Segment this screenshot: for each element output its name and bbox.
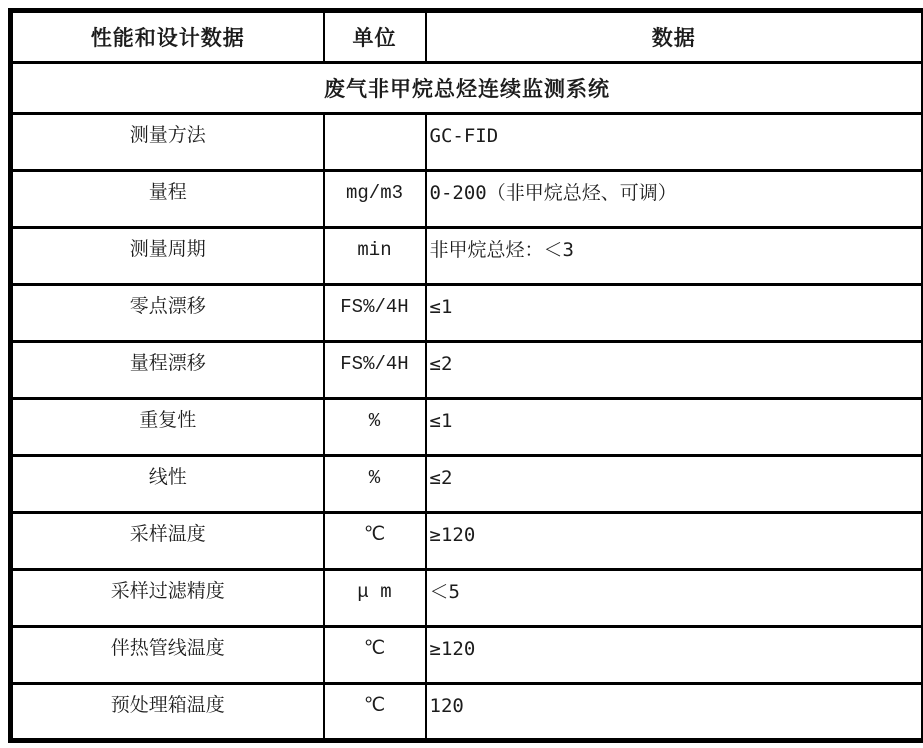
value-cell: ≥120 [426,513,923,570]
param-name-cell: 线性 [11,456,324,513]
value-cell: 120 [426,684,923,741]
table-row [11,285,923,342]
table-row [11,513,923,570]
value-cell: ＜5 [426,570,923,627]
value-cell: ≤2 [426,342,923,399]
header-cell-unit: 单位 [324,11,426,63]
param-name-cell: 测量周期 [11,228,324,285]
unit-cell: % [324,399,426,456]
header-cell-data: 数据 [426,11,923,63]
table-row [11,627,923,684]
table-row [11,228,923,285]
table-row [11,114,923,171]
unit-cell: ℃ [324,513,426,570]
unit-cell: FS%/4H [324,342,426,399]
param-name-cell: 量程 [11,171,324,228]
table-row [11,684,923,741]
unit-cell: min [324,228,426,285]
param-name-cell: 零点漂移 [11,285,324,342]
unit-cell: mg/m3 [324,171,426,228]
spec-table [8,8,923,743]
value-cell: ≤1 [426,285,923,342]
param-name-cell: 量程漂移 [11,342,324,399]
unit-cell: FS%/4H [324,285,426,342]
param-name-cell: 采样过滤精度 [11,570,324,627]
table-row [11,171,923,228]
unit-cell: μ m [324,570,426,627]
param-name-cell: 伴热管线温度 [11,627,324,684]
table-row [11,456,923,513]
unit-cell: ℃ [324,627,426,684]
section-title: 废气非甲烷总烃连续监测系统 [11,63,923,114]
table-row [11,570,923,627]
value-cell: 0-200（非甲烷总烃、可调） [426,171,923,228]
unit-cell: ℃ [324,684,426,741]
value-cell: ≤2 [426,456,923,513]
value-cell: ≥120 [426,627,923,684]
value-cell: 非甲烷总烃：＜3 [426,228,923,285]
param-name-cell: 采样温度 [11,513,324,570]
section-title-row [11,63,923,114]
param-name-cell: 预处理箱温度 [11,684,324,741]
table-row [11,399,923,456]
param-name-cell: 重复性 [11,399,324,456]
value-cell: ≤1 [426,399,923,456]
header-cell-parameter: 性能和设计数据 [11,11,324,63]
table-header-row [11,11,923,63]
value-cell: GC-FID [426,114,923,171]
unit-cell [324,114,426,171]
param-name-cell: 测量方法 [11,114,324,171]
table-row [11,342,923,399]
unit-cell: % [324,456,426,513]
